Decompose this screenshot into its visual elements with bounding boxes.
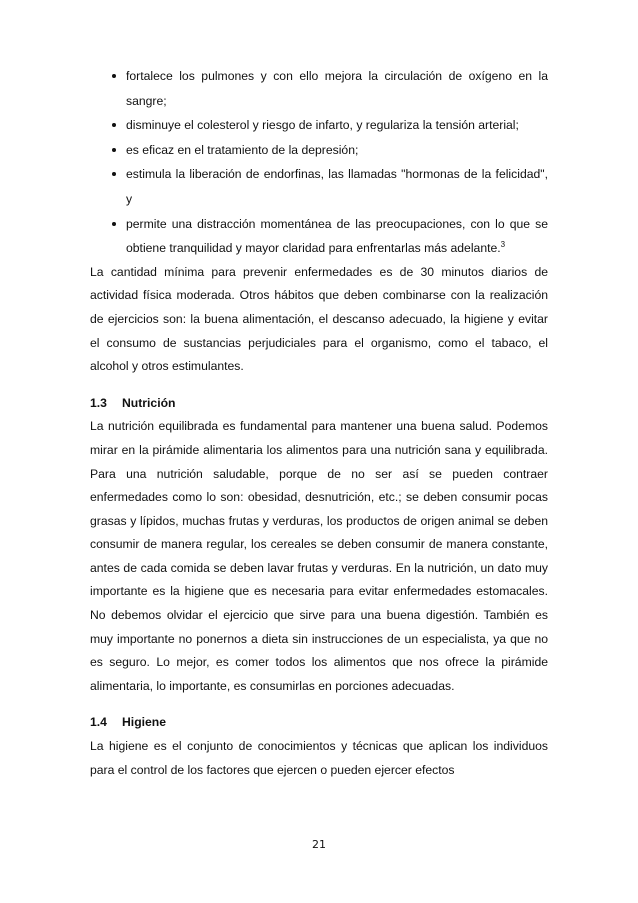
list-item-text: fortalece los pulmones y con ello mejora la circulación de oxígeno en la sangre; [126,69,548,108]
bullet-icon [112,123,116,127]
section-heading-nutricion [90,392,548,416]
list-item-text: permite una distracción momentánea de las preocupaciones, con lo que se obtiene tranquilidad y mayor claridad para enfrentarlas más adelante. [126,216,548,256]
list-item [90,64,548,113]
list-item [90,162,548,211]
section-number: 1.4 [90,715,107,730]
bullet-icon [112,148,116,152]
section-title: Higiene [122,715,167,730]
list-item-text: estimula la liberación de endorfinas, las llamadas "hormonas de la felicidad", y [126,167,548,206]
list-item-text: disminuye el colesterol y riesgo de infarto, y regulariza la tensión arterial; [126,118,519,133]
bullet-icon [112,74,116,78]
section-body-nutricion: La nutrición equilibrada es fundamental para mantener una buena salud. Podemos mirar en la pirámide alimentaria los alimentos para una nutrición sana y equilibrada. Para una nutrición saludable, porque de no ser así se pueden contraer enfermedades como lo son: obesidad, desnutrición, etc.; se deben consumir pocas grasas y lípidos, muchas frutas y verduras, los productos de origen animal se deben consumir de manera regular, los cereales se deben consumir de manera constante, antes de cada comida se deben lavar frutas y verduras. En la nutrición, un dato muy importante es la higiene que es necesaria para evitar enfermedades estomacales. No debemos olvidar el ejercicio que sirve para una buena digestión. También es muy importante no ponernos a dieta sin instrucciones de un especialista, ya que no es seguro. Lo mejor, es comer todos los alimentos que nos ofrece la pirámide alimentaria, lo importante, es consumirlas en porciones adecuadas. [90,419,548,693]
bullet-icon [112,172,116,176]
footnote-marker: 3 [500,240,506,250]
section-body-higiene: La higiene es el conjunto de conocimientos y técnicas que aplican los individuos para el control de los factores que ejercen o pueden ejercer efectos [90,739,548,777]
section-heading-higiene [90,711,548,735]
list-item-text: es eficaz en el tratamiento de la depresión; [126,142,359,157]
section-title: Nutrición [122,395,176,410]
intro-paragraph: La cantidad mínima para prevenir enfermedades es de 30 minutos diarios de actividad física moderada. Otros hábitos que deben combinarse con la realización de ejercicios son: la buena alimentación, el descanso adecuado, la higiene y evitar el consumo de sustancias perjudiciales para el organismo, como el tabaco, el alcohol y otros estimulantes. [90,264,548,374]
document-page [90,64,548,782]
page-number: 21 [312,838,326,851]
list-item [90,212,548,261]
section-number: 1.3 [90,395,107,410]
benefits-list [90,64,548,261]
list-item [90,138,548,163]
bullet-icon [112,222,116,226]
list-item [90,113,548,138]
